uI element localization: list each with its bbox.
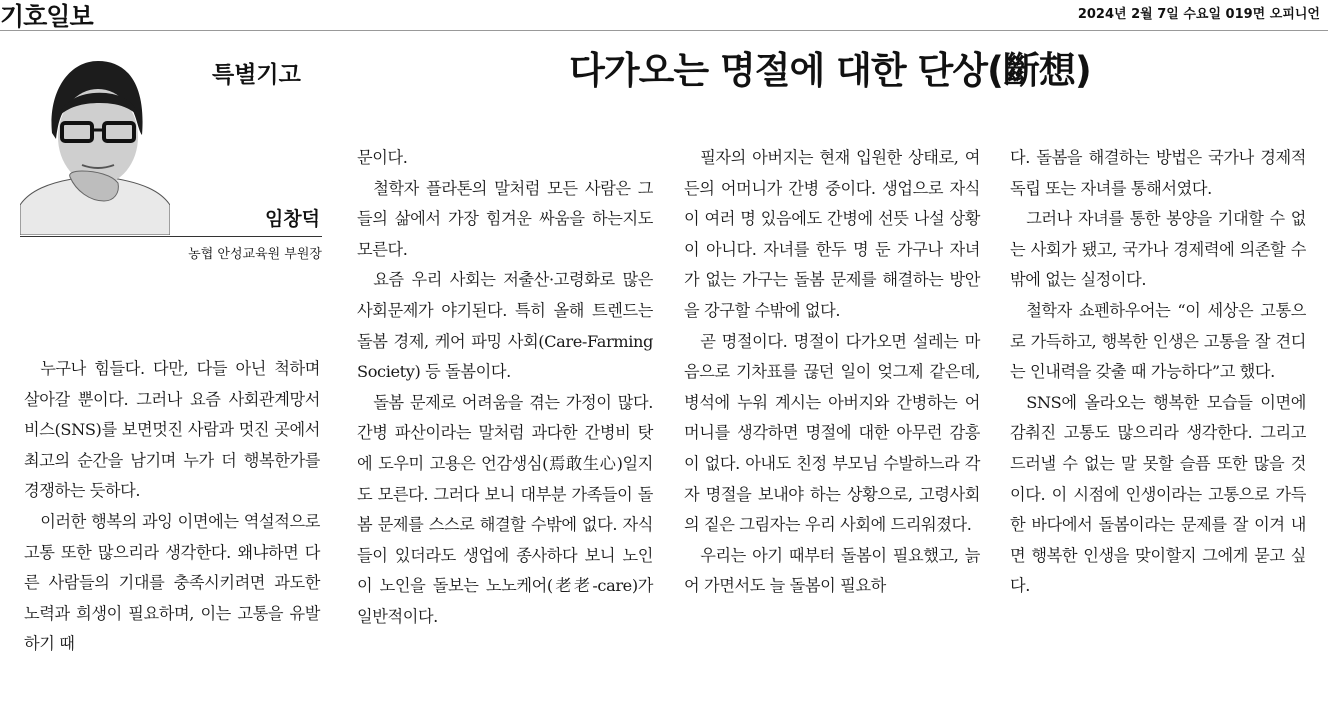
paragraph: 이러한 행복의 과잉 이면에는 역설적으로 고통 또한 많으리라 생각한다. 왜냐하면 다른 사람들의 기대를 충족시키려면 과도한 노력과 희생이 필요하며, 이는 고통을 유발하기 때	[24, 511, 320, 654]
paragraph: 돌봄 문제로 어려움을 겪는 가정이 많다. 간병 파산이라는 말처럼 과다한 간병비 탓에 도우미 고용은 언감생심(焉敢生心)일지도 모른다. 그러다 보니 대부분 가족들이 돌봄 문제를 스스로 해결할 수밖에 없다. 자식들이 있더라도 생업에 종사하다 보니 노인이 노인을 돌보는 노노케어(老老-care)가 일반적이다.	[357, 392, 653, 626]
paragraph: 곧 명절이다. 명절이 다가오면 설레는 마음으로 기차표를 끊던 일이 엊그제 같은데, 병석에 누워 계시는 아버지와 간병하는 어머니를 생각하면 명절에 대한 아무런 감흥이 없다. 아내도 친정 부모님 수발하느라 각자 명절을 보내야 하는 상황으로, 고령사회의 짙은 그림자는 우리 사회에 드리워졌다.	[684, 331, 980, 535]
newspaper-logo: 기호일보	[0, 2, 93, 31]
author-role: 농협 안성교육원 부원장	[188, 247, 322, 262]
paragraph: 철학자 플라톤의 말처럼 모든 사람은 그들의 삶에서 가장 힘겨운 싸움을 하는지도 모른다.	[357, 178, 653, 259]
masthead	[0, 0, 1328, 30]
paragraph: 필자의 아버지는 현재 입원한 상태로, 여든의 어머니가 간병 중이다. 생업으로 자식이 여러 명 있음에도 간병에 선뜻 나설 상황이 아니다. 자녀를 한두 명 둔 가구나 자녀가 없는 가구는 돌봄 문제를 해결하는 방안을 강구할 수밖에 없다.	[684, 148, 980, 320]
author-portrait	[20, 55, 170, 235]
issue-info: 2024년 2월 7일 수요일 019면 오피니언	[1077, 7, 1320, 22]
article-column-2	[357, 143, 653, 633]
author-rule	[20, 236, 322, 237]
author-name: 임창덕	[264, 208, 320, 230]
article-column-1	[24, 354, 320, 660]
paragraph: 문이다.	[357, 148, 408, 167]
paragraph: SNS에 올라오는 행복한 모습들 이면에 감춰진 고통도 많으리라 생각한다. 그리고 드러낼 수 없는 말 못할 슬픔 또한 많을 것이다. 이 시점에 인생이라는 고통으로 가득한 바다에서 돌봄이라는 문제를 잘 이겨 내면 행복한 인생을 맞이할지 그에게 묻고 싶다.	[1010, 392, 1306, 596]
paragraph: 요즘 우리 사회는 저출산·고령화로 많은 사회문제가 야기된다. 특히 올해 트렌드는 돌봄 경제, 케어 파밍 사회(Care-Farming Society) 등 돌봄이다.	[357, 270, 653, 382]
paragraph: 누구나 힘들다. 다만, 다들 아닌 척하며 살아갈 뿐이다. 그러나 요즘 사회관계망서비스(SNS)를 보면멋진 사람과 멋진 곳에서 최고의 순간을 남기며 누가 더 행복한가를 경쟁하는 듯하다.	[24, 359, 320, 501]
paragraph: 철학자 쇼펜하우어는 “이 세상은 고통으로 가득하고, 행복한 인생은 고통을 잘 견디는 인내력을 갖출 때 가능하다”고 했다.	[1010, 300, 1306, 382]
paragraph: 그러나 자녀를 통한 봉양을 기대할 수 없는 사회가 됐고, 국가나 경제력에 의존할 수밖에 없는 실정이다.	[1010, 209, 1306, 290]
headline: 다가오는 명절에 대한 단상(斷想)	[569, 49, 1091, 92]
article-column-3	[684, 143, 980, 602]
section-label: 특별기고	[212, 62, 301, 88]
paragraph: 우리는 아기 때부터 돌봄이 필요했고, 늙어 가면서도 늘 돌봄이 필요하	[684, 545, 980, 596]
article-column-4	[1010, 143, 1306, 602]
paragraph: 다. 돌봄을 해결하는 방법은 국가나 경제적 독립 또는 자녀를 통해서였다.	[1010, 148, 1306, 198]
masthead-rule	[0, 30, 1328, 31]
